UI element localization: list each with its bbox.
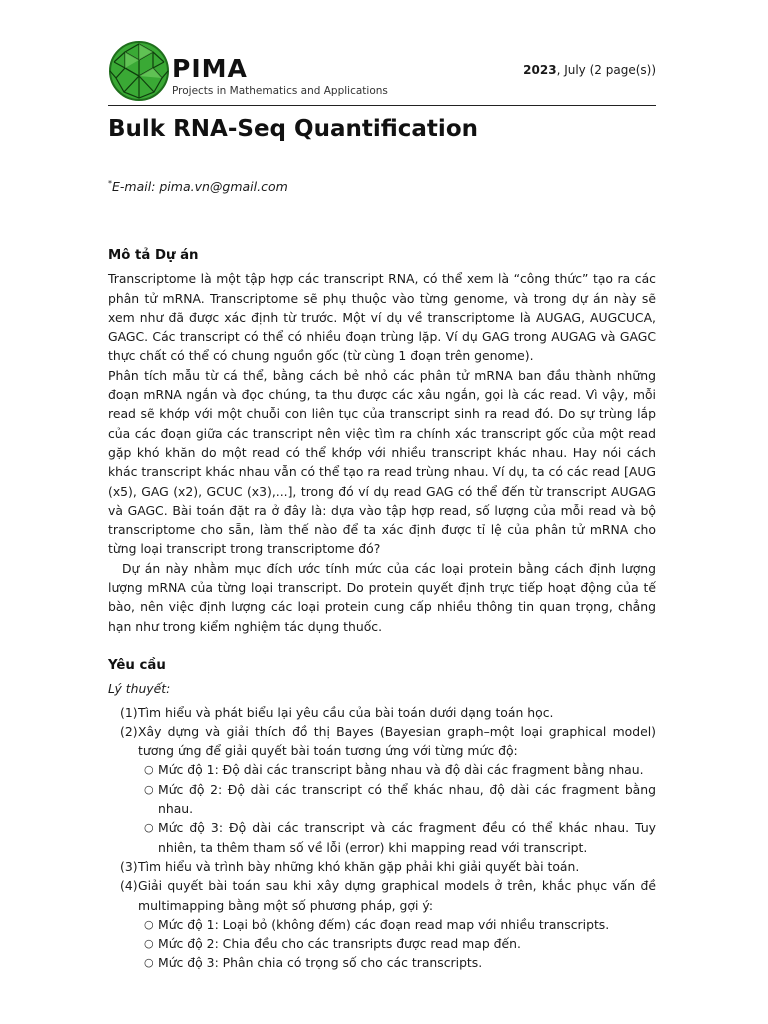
level-item — [138, 818, 656, 857]
email-text: E-mail: pima.vn@gmail.com — [112, 179, 288, 195]
requirement-number: (1) — [120, 704, 138, 720]
requirement-text: Giải quyết bài toán sau khi xây dựng graphical models ở trên, khắc phục vấn đề multimapping bằng một số phương pháp, gợi ý: — [138, 878, 656, 913]
brand-name: PIMA — [172, 54, 248, 83]
requirement-number: (4) — [120, 878, 138, 894]
level-item — [138, 760, 656, 779]
description-section — [108, 246, 656, 636]
description-paragraph-3: Dự án này nhằm mục đích ước tính mức của các loại protein bằng cách định lượng lượng mRNA của từng loại transcript. Do protein quyết định trực tiếp hoạt động của tế bào, nên việc định lượng các loại protein cung cấp nhiều thông tin quan trọng, chẳng hạn như trong kiểm nghiệm tác dụng thuốc. — [108, 560, 656, 634]
theory-subheading: Lý thuyết: — [108, 681, 171, 697]
requirement-text: Xây dựng và giải thích đồ thị Bayes (Bayesian graph–một loại graphical model) tương ứng để giải quyết bài toán tương ứng với từng mức độ: — [138, 723, 656, 759]
requirement-number: (3) — [120, 858, 138, 874]
email-marker: * — [108, 179, 112, 188]
hollow-circle-bullet-icon: ○ — [144, 937, 154, 951]
requirement-item-1 — [108, 703, 656, 722]
page-header — [108, 40, 656, 104]
description-paragraph-2: Phân tích mẫu từ cá thể, bằng cách bẻ nhỏ các phân tử mRNA ban đầu thành những đoạn mRNA ngắn và đọc chúng, ta thu được các xâu ngắn, gọi là các read. Vì vậy, mỗi read sẽ khớp với một chuỗi con liên tục của transcript sinh ra read đó. Do sự trùng lắp của các đoạn giữa các transcript nên việc tìm ra chính xác transcript gốc của một read gặp khó khăn do một read có thể khớp với nhiều transcript khác nhau. Hay nói cách khác transcript khác nhau vẫn có thể tạo ra read trùng nhau. Ví dụ, ta có các read [AUG (x5), GAG (x2), GCUC (x3),...], trong đó ví dụ read GAG có thể đến từ transcript AUGAG và GAGC. Bài toán đặt ra ở đây là: dựa vào tập hợp read, số lượng của mỗi read và bộ transcriptome cho sẵn, làm thế nào để ta xác định được tỉ lệ của phân tử mRNA cho từng loại transcript trong transcriptome đó? — [108, 367, 656, 557]
requirement-text: Tìm hiểu và trình bày những khó khăn gặp phải khi giải quyết bài toán. — [138, 858, 580, 874]
hollow-circle-bullet-icon: ○ — [144, 821, 154, 835]
hollow-circle-bullet-icon: ○ — [144, 917, 154, 931]
contact-email — [108, 179, 288, 194]
level-text: Mức độ 1: Loại bỏ (không đếm) các đoạn read map với nhiều transcripts. — [158, 916, 610, 932]
requirement-text: Tìm hiểu và phát biểu lại yêu cầu của bài toán dưới dạng toán học. — [138, 704, 554, 720]
requirement-item-3 — [108, 857, 656, 876]
requirements-list — [108, 703, 656, 973]
level-text: Mức độ 2: Chia đều cho các transripts được read map đến. — [158, 936, 521, 952]
document-body — [108, 246, 656, 973]
requirements-section — [108, 656, 656, 973]
header-divider — [108, 105, 656, 106]
page-title: Bulk RNA-Seq Quantification — [108, 116, 478, 142]
hollow-circle-bullet-icon: ○ — [144, 763, 154, 777]
description-paragraph-1: Transcriptome là một tập hợp các transcript RNA, có thể xem là “công thức” tạo ra các phân tử mRNA. Transcriptome sẽ phụ thuộc vào từng genome, và trong dự án này sẽ xem như đã được xác định từ trước. Một ví dụ về transcriptome là AUGAG, AUGCUCA, GAGC. Các transcript có thể có nhiều đoạn trùng lặp. Ví dụ GAG trong AUGAG và GAGC thực chất có thể có chung nguồn gốc (từ cùng 1 đoạn trên genome). — [108, 271, 656, 364]
requirement-number: (2) — [120, 723, 138, 739]
publication-year: 2023 — [523, 63, 557, 77]
level-text: Mức độ 2: Độ dài các transcript có thể khác nhau, độ dài các fragment bằng nhau. — [158, 781, 656, 817]
brand-tagline: Projects in Mathematics and Applications — [172, 85, 388, 97]
requirement-item-4 — [108, 876, 656, 972]
requirement-item-2 — [108, 722, 656, 857]
level-item — [138, 915, 656, 934]
level-text: Mức độ 3: Độ dài các transcript và các fragment đều có thể khác nhau. Tuy nhiên, ta thêm tham số về lỗi (error) khi mapping read với transcript. — [158, 820, 656, 855]
level-list — [138, 915, 656, 973]
description-heading: Mô tả Dự án — [108, 248, 199, 263]
level-text: Mức độ 1: Độ dài các transcript bằng nhau và độ dài các fragment bằng nhau. — [158, 762, 644, 778]
level-list — [138, 760, 656, 856]
requirements-heading: Yêu cầu — [108, 657, 166, 673]
hollow-circle-bullet-icon: ○ — [144, 782, 154, 796]
level-item — [138, 780, 656, 819]
hollow-circle-bullet-icon: ○ — [144, 956, 154, 970]
pima-logo-icon — [108, 40, 170, 102]
publication-date-rest: , July (2 page(s)) — [556, 63, 656, 77]
level-item — [138, 934, 656, 953]
level-item — [138, 953, 656, 972]
publication-date — [523, 63, 656, 77]
level-text: Mức độ 3: Phân chia có trọng số cho các transcripts. — [158, 955, 483, 971]
